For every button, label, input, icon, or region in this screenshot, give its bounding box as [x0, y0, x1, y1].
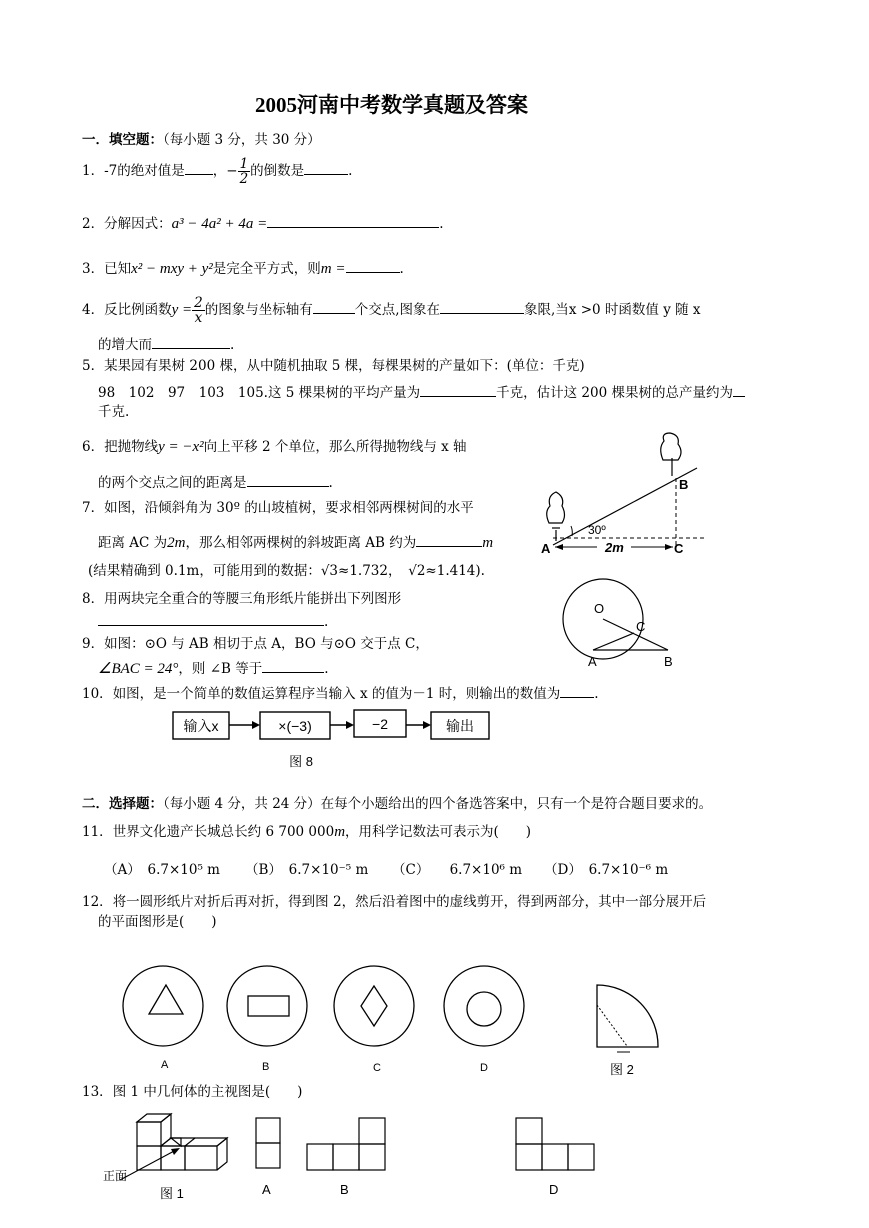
- q7-line2: 距离 AC 为: [98, 535, 168, 551]
- q3-expression-2: m =: [320, 261, 346, 277]
- q4-text-2: 的图象与坐标轴有: [204, 302, 313, 319]
- question-number: 9．: [82, 636, 105, 652]
- q5-text: 某果园有果树 200 棵，从中随机抽取 5 棵，每棵果树的产量如下：(单位：千克): [104, 358, 585, 374]
- q11-option-c[interactable]: （C） 6.7×10⁶ m: [392, 862, 523, 878]
- section-1-label: 一．填空题：: [82, 132, 163, 147]
- q3-text: 已知: [104, 261, 132, 277]
- q4-text: 反比例函数: [104, 302, 172, 319]
- section-2-label: 二．选择题：: [82, 796, 163, 811]
- q9-end: .: [324, 661, 329, 677]
- q4-text-4: 象限,当: [524, 302, 569, 319]
- q1-sep: ，: [212, 163, 227, 180]
- q7-text: 如图，沿倾斜角为 30º 的山坡植树，要求相邻两棵树间的水平: [104, 500, 474, 516]
- point-b-label: B: [664, 654, 673, 669]
- q6-end: .: [328, 475, 333, 491]
- q11-text-2: ，用科学记数法可表示为( ): [345, 824, 532, 840]
- question-number: 10．: [82, 686, 113, 702]
- q2-expression: a³ − 4a² + 4a =: [171, 216, 268, 232]
- q11-option-a[interactable]: （A） 6.7×10⁵ m: [104, 862, 220, 878]
- q9-text-2: ，则 ∠B 等于: [178, 661, 263, 677]
- angle-label: 30º: [588, 523, 606, 537]
- q12-label-d: D: [480, 1062, 488, 1074]
- q12-label-a: A: [161, 1059, 169, 1071]
- q10-end: .: [594, 686, 599, 702]
- question-5-line-3: 千克.: [98, 404, 130, 420]
- q7-text-2: ，那么相邻两棵树的斜坡距离 AB 约为: [185, 535, 417, 551]
- q1-end: .: [348, 163, 353, 180]
- q13-label-d: D: [549, 1182, 559, 1197]
- question-number: 12．: [82, 894, 113, 910]
- q13-option-d-shape: [516, 1118, 594, 1170]
- fraction: $\frac{2}{x}$: [194, 295, 203, 327]
- q12-label-b: B: [262, 1061, 270, 1073]
- fig1-caption: 图 1: [160, 1186, 184, 1201]
- question-7-line-3: (结果精确到 0.1m，可能用到的数据：√3≈1.732， √2≈1.414).: [88, 563, 485, 579]
- q12-label-c: C: [373, 1062, 381, 1074]
- q8-text: 用两块完全重合的等腰三角形纸片能拼出下列图形: [104, 591, 402, 607]
- q11-option-b[interactable]: （B） 6.7×10⁻⁵ m: [245, 862, 369, 878]
- fig2-caption: 图 2: [610, 1062, 634, 1077]
- q1-text: -7的绝对值是: [104, 163, 185, 180]
- geometric-solid: [137, 1114, 227, 1170]
- q6-text-2: 向上平移 2 个单位，那么所得抛物线与 x 轴: [203, 439, 467, 455]
- q9-text: 如图：⊙O 与 AB 相切于点 A，BO 与⊙O 交于点 C，: [104, 636, 429, 652]
- q4-text-3: 个交点,图象在: [354, 302, 441, 319]
- question-number: 13．: [82, 1084, 113, 1100]
- distance-label: 2m: [605, 540, 624, 555]
- q4-line2: 的增大而: [98, 337, 152, 353]
- front-label: 正面: [103, 1169, 128, 1183]
- q4-expression: y =: [171, 302, 193, 319]
- question-number: 7．: [82, 500, 105, 516]
- q3-text-2: 是完全平方式，则: [212, 261, 321, 277]
- q13-option-b-shape: [307, 1118, 385, 1170]
- fig8-caption: 图 8: [289, 754, 313, 769]
- neg-sign: −: [226, 163, 238, 180]
- q6-text: 把抛物线: [104, 439, 159, 455]
- q5-text-2: 千克，估计这 200 棵果树的总产量约为: [496, 385, 733, 401]
- point-c-label: C: [674, 541, 684, 556]
- q13-text: 图 1 中几何体的主视图是( ): [112, 1084, 303, 1100]
- q12-text: 将一圆形纸片对折后再对折，得到图 2，然后沿着图中的虚线剪开，得到两部分，其中一部分展开后: [112, 894, 707, 910]
- question-number: 2．: [82, 216, 105, 232]
- question-number: 4．: [82, 302, 105, 319]
- question-number: 11．: [82, 824, 113, 840]
- fraction: $\frac{1}{2}$: [239, 156, 249, 188]
- q10-text: 如图，是一个简单的数值运算程序当输入 x 的值为－1 时，则输出的数值为: [112, 686, 561, 702]
- q9-angle: ∠BAC = 24°: [98, 661, 179, 677]
- question-number: 8．: [82, 591, 105, 607]
- q7-expression: 2m: [167, 535, 186, 551]
- question-number: 5．: [82, 358, 105, 374]
- q5-line2: 98 102 97 103 105.这 5 棵果树的平均产量为: [98, 385, 421, 401]
- q3-expression: x² − mxy + y²: [131, 261, 213, 277]
- point-b-label: B: [679, 477, 689, 492]
- question-number: 6．: [82, 439, 105, 455]
- flow-label-output: 输出: [446, 718, 474, 734]
- question-number: 1．: [82, 163, 105, 180]
- flow-label-input: 输入x: [183, 718, 219, 734]
- q6-line2: 的两个交点之间的距离是: [98, 475, 247, 491]
- q3-end: .: [399, 261, 404, 277]
- q13-option-a-shape: [256, 1118, 280, 1168]
- q11-unit: m: [334, 824, 346, 840]
- q4-text-5: x >0 时函数值 y 随 x: [568, 302, 701, 319]
- q13-label-b: B: [340, 1182, 349, 1197]
- q1-text-2: 的倒数是: [250, 163, 305, 180]
- q11-text: 世界文化遗产长城总长约 6 700 000: [112, 824, 335, 840]
- section-1-note: （每小题 3 分，共 30 分）: [163, 132, 321, 148]
- q6-expression: y = −x²: [158, 439, 204, 455]
- q7-unit: m: [482, 535, 494, 551]
- q2-end: .: [439, 216, 444, 232]
- q13-label-a: A: [262, 1182, 271, 1197]
- flow-label-multiply: ×(−3): [278, 718, 312, 734]
- q2-text: 分解因式：: [104, 216, 172, 232]
- point-c-label: C: [636, 619, 646, 634]
- section-2-note: （每小题 4 分，共 24 分）在每个小题给出的四个备选答案中，只有一个是符合题目要求的。: [163, 796, 713, 812]
- question-12-line-2: 的平面图形是( ): [98, 914, 217, 930]
- q8-end: .: [324, 614, 329, 630]
- q4-end: .: [230, 337, 235, 353]
- flow-label-subtract: −2: [372, 716, 388, 732]
- point-a-label: A: [588, 654, 597, 669]
- page-title: 2005河南中考数学真题及答案: [255, 93, 528, 117]
- point-a-label: A: [541, 541, 551, 556]
- q11-option-d[interactable]: （D） 6.7×10⁻⁶ m: [544, 862, 669, 878]
- point-o-label: O: [594, 601, 605, 616]
- question-number: 3．: [82, 261, 105, 277]
